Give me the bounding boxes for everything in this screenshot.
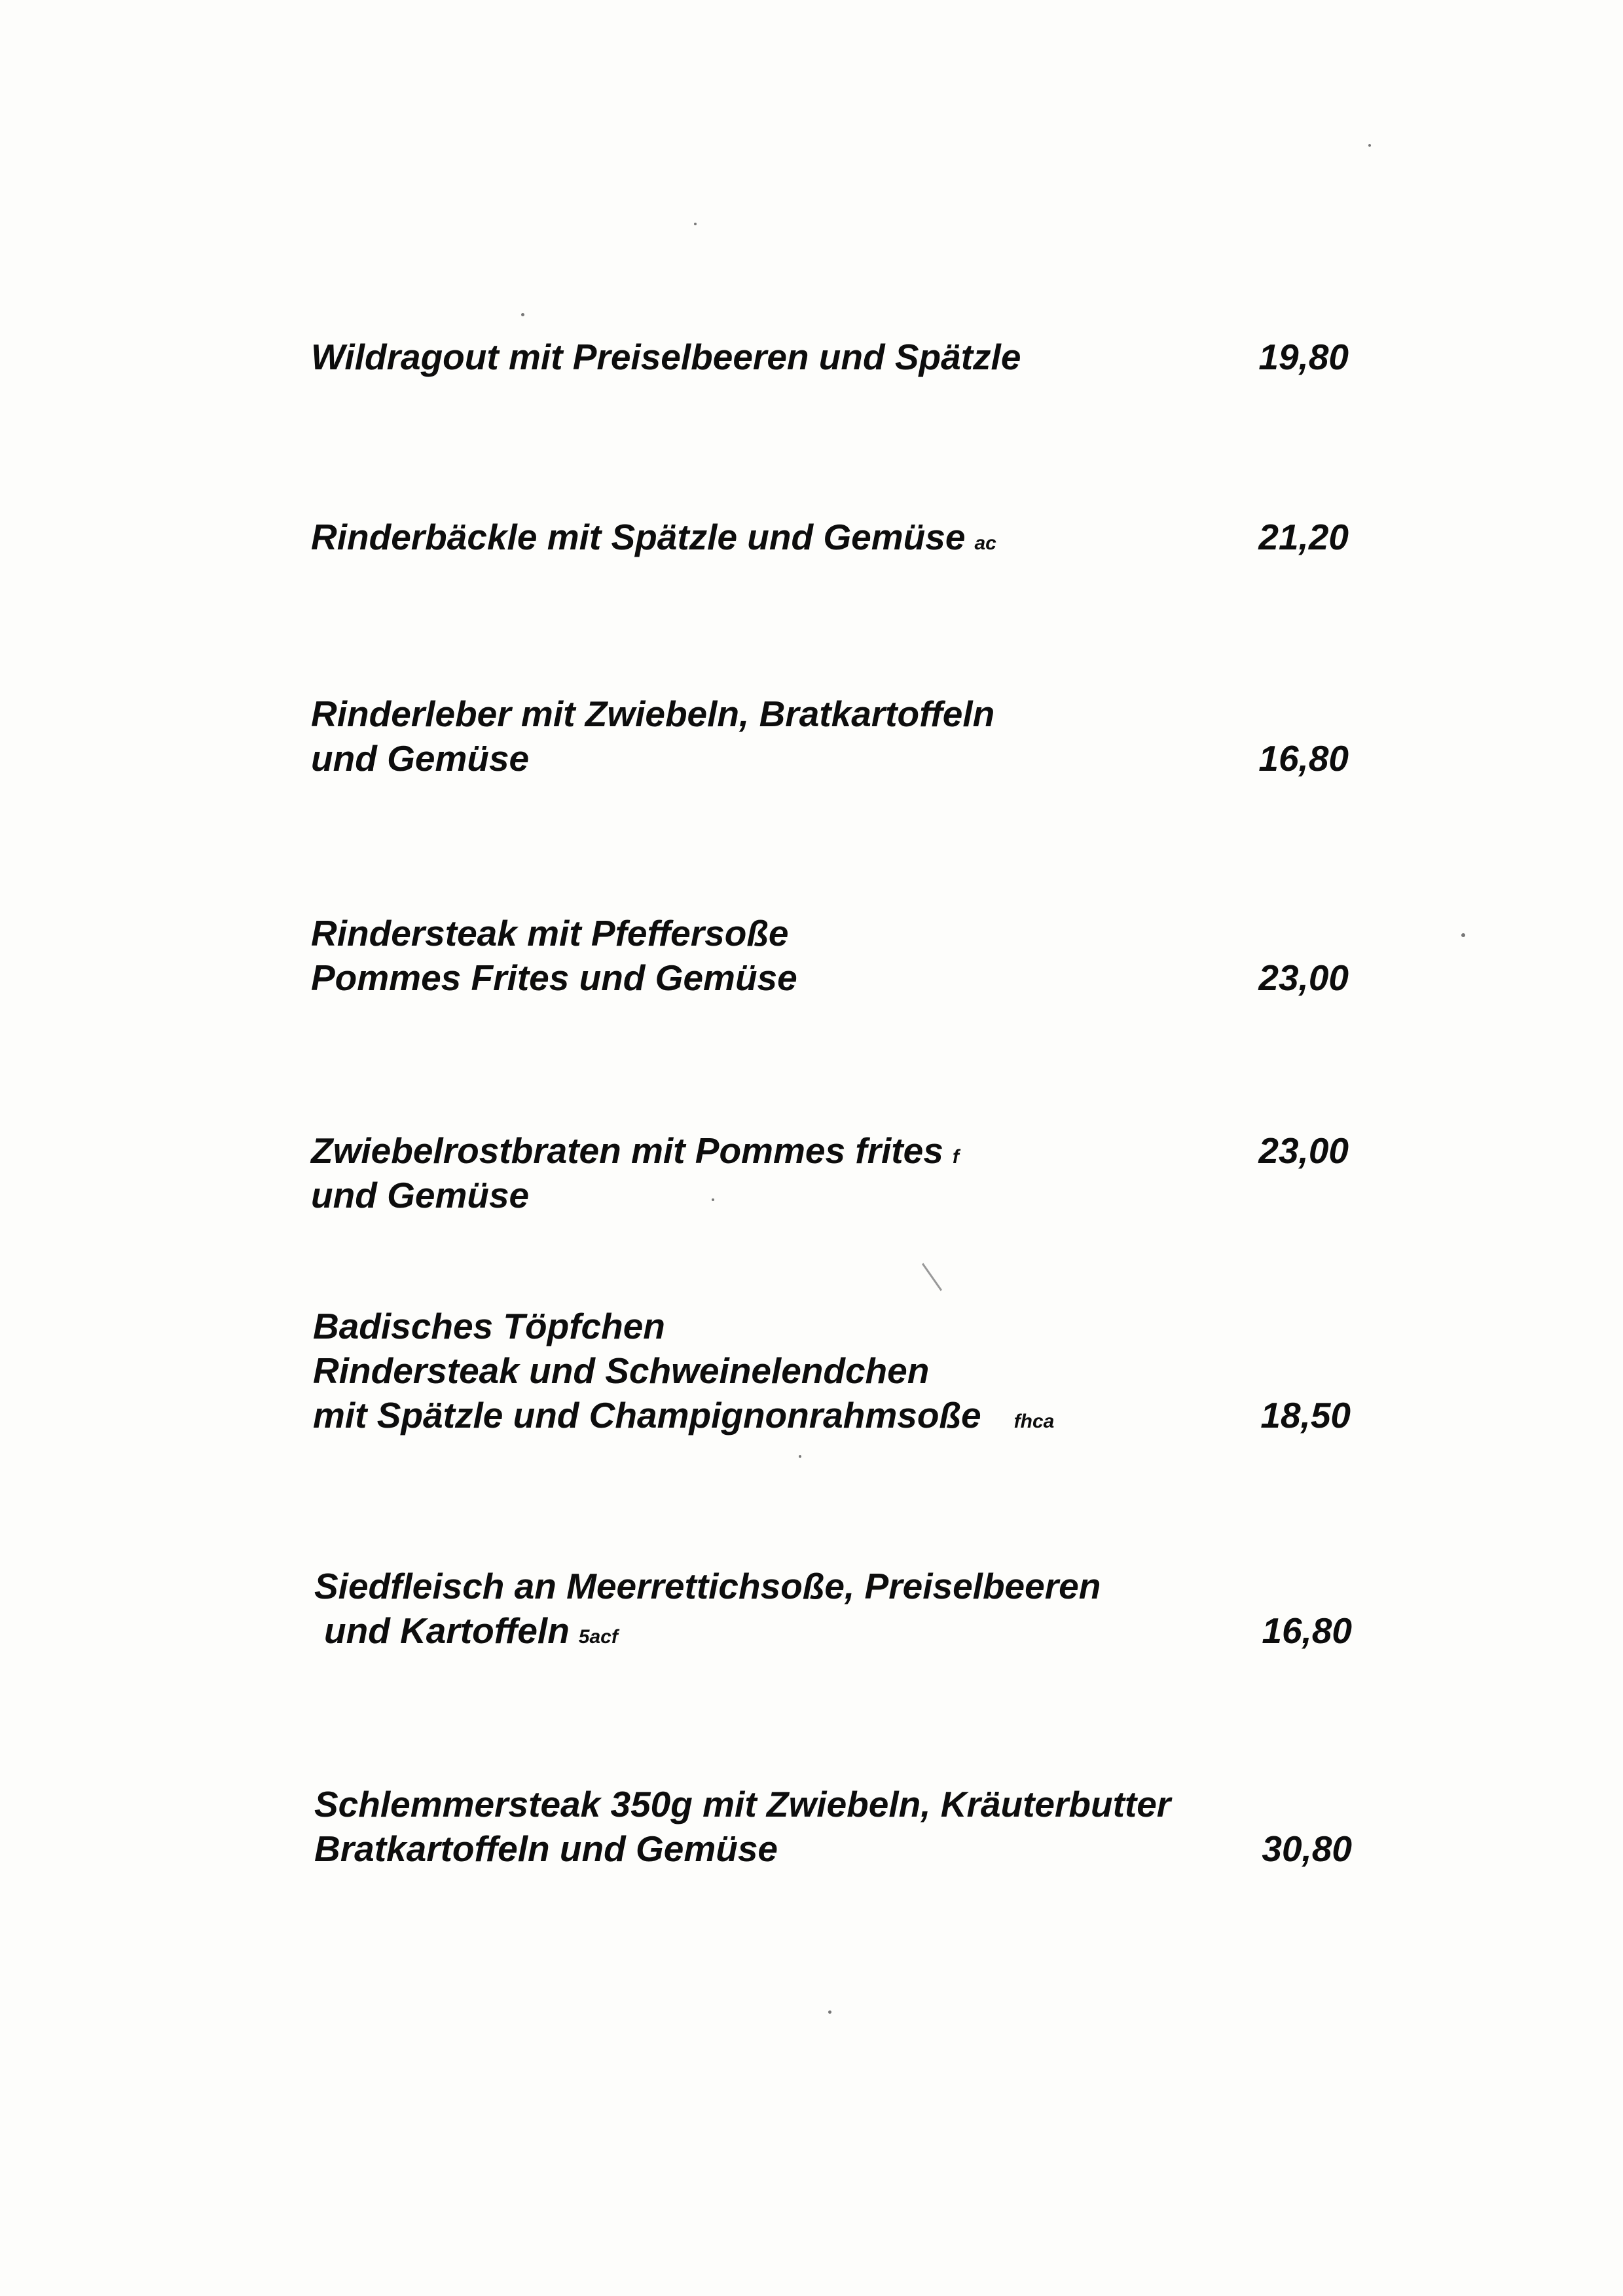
- dish-name-line: [313, 1303, 665, 1349]
- dish-name-line: [311, 691, 994, 737]
- allergen-code: f: [952, 1146, 959, 1168]
- scan-speck: [521, 313, 524, 316]
- dish-price: 30,80: [1262, 1828, 1352, 1869]
- dish-price: 23,00: [1258, 957, 1349, 998]
- dish-text: Pommes Frites und Gemüse: [311, 957, 797, 998]
- dish-name-line: [313, 1348, 929, 1394]
- dish-price: 21,20: [1258, 517, 1349, 557]
- allergen-code: ac: [974, 532, 996, 554]
- dish-text: Schlemmersteak 350g mit Zwiebeln, Kräuterbutter: [314, 1784, 1171, 1824]
- dish-text: Rinderbäckle mit Spätzle und Gemüse: [311, 517, 966, 557]
- dish-text: mit Spätzle und Champignonrahmsoße: [313, 1395, 981, 1435]
- dish-name-line: [311, 955, 797, 1001]
- dish-price: 16,80: [1262, 1610, 1352, 1651]
- dish-name-line: [314, 1563, 1101, 1609]
- allergen-code: fhca: [1013, 1411, 1055, 1432]
- dish-text: Siedfleisch an Meerrettichsoße, Preiselbeeren: [314, 1566, 1101, 1606]
- dish-text: und Gemüse: [311, 738, 530, 779]
- dish-text: Zwiebelrostbraten mit Pommes frites: [311, 1130, 943, 1171]
- dish-text: Wildragout mit Preiselbeeren und Spätzle: [311, 337, 1021, 377]
- scan-speck: [712, 1198, 714, 1201]
- dish-name-line: [311, 910, 789, 956]
- scan-speck: [828, 2010, 831, 2014]
- dish-name-line: [311, 735, 529, 781]
- dish-name-line: [311, 1172, 529, 1218]
- dish-name-line: [314, 1781, 1171, 1827]
- dish-text: und Gemüse: [311, 1175, 530, 1215]
- dish-price: 23,00: [1258, 1130, 1349, 1171]
- dish-price: 18,50: [1260, 1395, 1351, 1435]
- allergen-code: 5acf: [578, 1626, 618, 1648]
- scan-speck: [1461, 933, 1465, 937]
- dish-name-line: [314, 1826, 778, 1872]
- scan-speck: [694, 223, 697, 225]
- scan-speck: [1368, 144, 1371, 147]
- dish-name-line: [311, 334, 1021, 380]
- dish-text: Rindersteak mit Pfeffersoße: [311, 913, 789, 954]
- scan-speck: [799, 1455, 801, 1458]
- dish-price: 19,80: [1258, 337, 1349, 377]
- dish-text: Rindersteak und Schweinelendchen: [313, 1350, 930, 1391]
- dish-name-line: [313, 1392, 1054, 1445]
- dish-name-line: [311, 514, 996, 566]
- dish-text: und Kartoffeln: [324, 1610, 570, 1651]
- dish-text: Badisches Töpfchen: [313, 1306, 665, 1346]
- scan-mark: [922, 1263, 942, 1291]
- dish-text: Rinderleber mit Zwiebeln, Bratkartoffeln: [311, 694, 995, 734]
- dish-text: Bratkartoffeln und Gemüse: [314, 1828, 778, 1869]
- dish-name-line: [324, 1608, 618, 1660]
- dish-price: 16,80: [1258, 738, 1349, 779]
